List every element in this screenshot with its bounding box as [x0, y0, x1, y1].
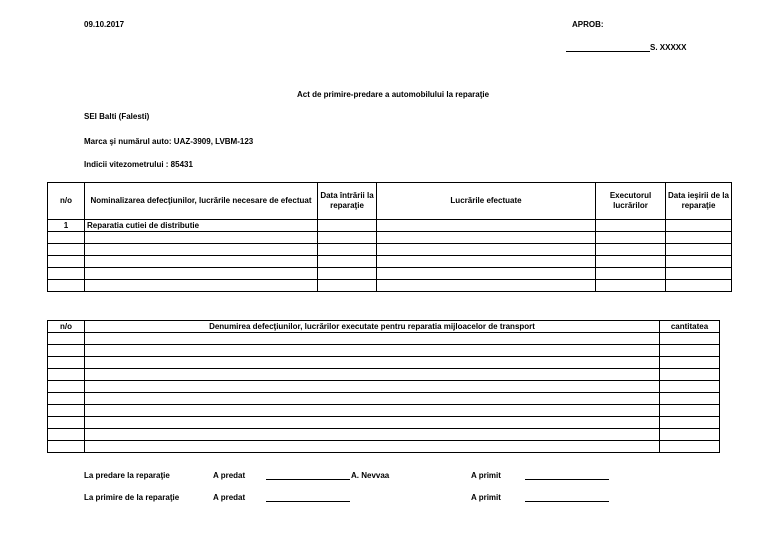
- table-cell: [596, 268, 666, 280]
- table-cell: [85, 369, 660, 381]
- handover-primit-signature-line: [525, 479, 609, 480]
- vehicle-info: Marca şi numărul auto: UAZ-3909, LVBM-123: [84, 137, 254, 146]
- works-table-header: [48, 321, 720, 333]
- header-cell: cantitatea: [660, 321, 720, 333]
- table-cell: [85, 268, 318, 280]
- approver-name: S. XXXXX: [650, 43, 687, 52]
- table-cell: [666, 232, 732, 244]
- table-row: [48, 357, 720, 369]
- table-cell: [85, 381, 660, 393]
- table-row: [48, 345, 720, 357]
- table-row: [48, 280, 732, 292]
- table-cell: [660, 345, 720, 357]
- table-cell: [596, 244, 666, 256]
- table-row: [48, 232, 732, 244]
- works-table: [47, 320, 720, 453]
- table-cell: [596, 280, 666, 292]
- table-row: [48, 244, 732, 256]
- pickup-label: La primire de la reparaţie: [84, 493, 180, 502]
- table-cell: [48, 369, 85, 381]
- table-cell: [318, 280, 377, 292]
- table-cell: [85, 417, 660, 429]
- table-cell: [660, 417, 720, 429]
- table-cell: [48, 244, 85, 256]
- table-row: [48, 405, 720, 417]
- table-cell: [596, 232, 666, 244]
- table-cell: [85, 393, 660, 405]
- table-cell: [660, 441, 720, 453]
- table-cell: [85, 405, 660, 417]
- table-cell: [48, 381, 85, 393]
- header-cell: Data ieşirii de la reparaţie: [666, 183, 732, 220]
- table-cell: [666, 244, 732, 256]
- table-cell: [85, 345, 660, 357]
- pickup-a-predat: A predat: [213, 493, 246, 502]
- table-cell: [596, 256, 666, 268]
- table-row: [48, 333, 720, 345]
- table-cell: [48, 256, 85, 268]
- repair-table: [47, 182, 732, 292]
- table-cell: [660, 393, 720, 405]
- table-cell: [377, 244, 596, 256]
- handover-a-predat: A predat: [213, 471, 246, 480]
- header-cell: Executorul lucrărilor: [596, 183, 666, 220]
- table-cell: [666, 220, 732, 232]
- table-cell: [666, 280, 732, 292]
- table-cell: [377, 220, 596, 232]
- table-cell: [377, 256, 596, 268]
- approve-label: APROB:: [572, 20, 604, 29]
- table-cell: [48, 441, 85, 453]
- table-row: [48, 220, 732, 232]
- table-cell: [48, 232, 85, 244]
- pickup-a-primit: A primit: [471, 493, 501, 502]
- table-cell: [318, 256, 377, 268]
- table-cell: [85, 256, 318, 268]
- table-cell: [660, 369, 720, 381]
- table-row: [48, 381, 720, 393]
- table-cell: [85, 333, 660, 345]
- table-row: [48, 256, 732, 268]
- table-cell: [85, 357, 660, 369]
- header-cell: Denumirea defecţiunilor, lucrărilor executate pentru reparatia mijloacelor de transport: [85, 321, 660, 333]
- table-cell: [318, 220, 377, 232]
- table-cell: [660, 381, 720, 393]
- table-cell: [48, 333, 85, 345]
- table-row: [48, 441, 720, 453]
- table-cell: [377, 232, 596, 244]
- table-cell: Reparatia cutiei de distributie: [85, 220, 318, 232]
- table-cell: [666, 268, 732, 280]
- pickup-predat-signature-line: [266, 501, 350, 502]
- table-cell: [318, 244, 377, 256]
- organization: SEI Balti (Falesti): [84, 112, 150, 121]
- table-row: [48, 417, 720, 429]
- odometer-info: Indicii vitezometrului : 85431: [84, 160, 193, 169]
- table-cell: [660, 333, 720, 345]
- table-cell: [85, 441, 660, 453]
- table-row: [48, 393, 720, 405]
- handover-a-primit: A primit: [471, 471, 501, 480]
- document-date: 09.10.2017: [84, 20, 125, 29]
- table-cell: [48, 429, 85, 441]
- table-cell: [318, 232, 377, 244]
- table-cell: [85, 429, 660, 441]
- table-cell: [48, 405, 85, 417]
- table-cell: [660, 357, 720, 369]
- table-cell: [660, 405, 720, 417]
- pickup-primit-signature-line: [525, 501, 609, 502]
- table-cell: [85, 232, 318, 244]
- table-cell: [48, 417, 85, 429]
- document-title: Act de primire-predare a automobilului la reparaţie: [297, 90, 490, 99]
- table-cell: [318, 268, 377, 280]
- table-cell: [377, 280, 596, 292]
- header-cell: Nominalizarea defecţiunilor, lucrările necesare de efectuat: [85, 183, 318, 220]
- table-cell: 1: [48, 220, 85, 232]
- handover-predat-signature-line: [266, 479, 350, 480]
- table-cell: [48, 345, 85, 357]
- table-cell: [48, 357, 85, 369]
- header-cell: n/o: [48, 183, 85, 220]
- approver-signature-line: [566, 51, 650, 52]
- table-cell: [48, 393, 85, 405]
- table-cell: [666, 256, 732, 268]
- table-cell: [596, 220, 666, 232]
- repair-table-header: [48, 183, 732, 220]
- header-cell: n/o: [48, 321, 85, 333]
- table-cell: [377, 268, 596, 280]
- table-cell: [85, 280, 318, 292]
- handover-label: La predare la reparaţie: [84, 471, 170, 480]
- table-row: [48, 429, 720, 441]
- table-cell: [660, 429, 720, 441]
- header-cell: Lucrările efectuate: [377, 183, 596, 220]
- table-row: [48, 268, 732, 280]
- header-cell: Data întrării la reparaţie: [318, 183, 377, 220]
- table-row: [48, 369, 720, 381]
- table-cell: [48, 280, 85, 292]
- table-cell: [85, 244, 318, 256]
- handover-name: A. Nevvaa: [351, 471, 390, 480]
- table-cell: [48, 268, 85, 280]
